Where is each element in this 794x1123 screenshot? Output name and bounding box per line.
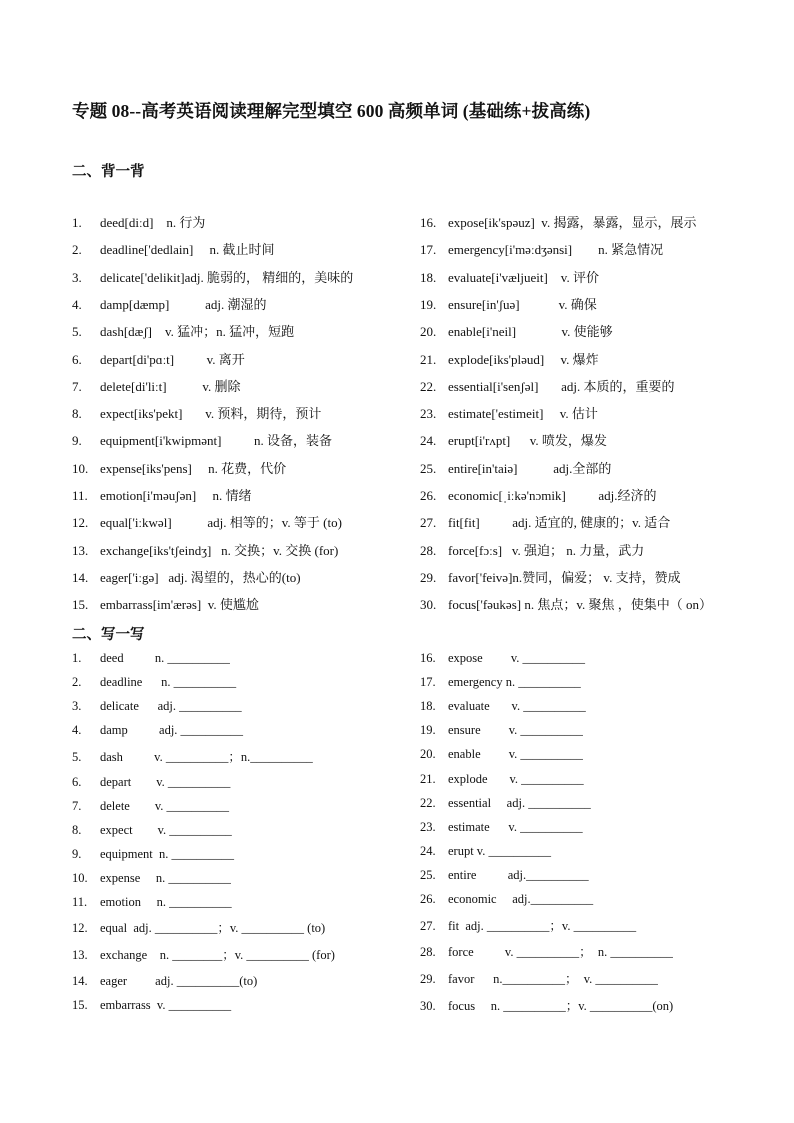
- item-number: 25.: [420, 460, 437, 476]
- item-text: emotion n. __________: [100, 895, 232, 909]
- item-number: 21.: [420, 772, 436, 786]
- item-text: deadline n. __________: [100, 675, 237, 689]
- item-text: delicate['delikit]adj. 脆弱的， 精细的，美味的: [100, 269, 354, 285]
- item-text: dash v. __________；n.__________: [100, 750, 313, 764]
- item-number: 3.: [72, 699, 82, 713]
- item-number: 16.: [420, 215, 437, 230]
- item-text: delete[di'liːt] v. 删除: [100, 378, 241, 394]
- item-text: delicate adj. __________: [100, 699, 242, 713]
- item-text: equal['iːkwəl] adj. 相等的；v. 等于 (to): [100, 515, 342, 531]
- item-text: focus['fəukəs] n. 焦点；v. 聚焦 ，使集中（ on）: [448, 597, 712, 613]
- item-number: 7.: [72, 799, 82, 813]
- item-number: 18.: [420, 269, 437, 285]
- item-text: ensure[in'ʃuə] v. 确保: [448, 296, 597, 312]
- item-text: fit adj. __________；v. __________: [448, 919, 637, 933]
- section-heading-recite: 二、背一背: [72, 164, 145, 180]
- item-number: 12.: [72, 515, 89, 531]
- item-text: fit[fit] adj. 适宜的, 健康的；v. 适合: [448, 515, 671, 531]
- item-text: expect v. __________: [100, 823, 232, 837]
- item-text: damp[dæmp] adj. 潮湿的: [100, 296, 267, 312]
- item-number: 9.: [72, 433, 82, 449]
- item-number: 4.: [72, 296, 82, 312]
- item-text: economic[ˌiːkə'nɔmik] adj.经济的: [448, 488, 657, 503]
- item-text: economic adj.__________: [448, 892, 594, 906]
- item-number: 11.: [72, 488, 88, 503]
- item-text: equipment n. __________: [100, 847, 235, 861]
- item-number: 10.: [72, 460, 89, 476]
- item-number: 17.: [420, 242, 437, 258]
- item-number: 28.: [420, 542, 437, 558]
- item-number: 24.: [420, 433, 437, 449]
- item-text: enable v. __________: [448, 747, 583, 761]
- item-number: 17.: [420, 675, 436, 689]
- item-number: 26.: [420, 488, 437, 503]
- item-text: damp adj. __________: [100, 723, 244, 737]
- item-number: 30.: [420, 597, 437, 613]
- item-text: essential adj. __________: [448, 796, 591, 810]
- item-number: 20.: [420, 747, 436, 761]
- item-number: 9.: [72, 847, 82, 861]
- item-number: 6.: [72, 775, 82, 789]
- item-text: essential[i'senʃəl] adj. 本质的，重要的: [448, 378, 675, 394]
- item-text: eager adj. __________(to): [100, 974, 258, 988]
- item-text: eager['iːgə] adj. 渴望的，热心的(to): [100, 569, 301, 585]
- item-number: 18.: [420, 699, 436, 713]
- item-number: 26.: [420, 892, 436, 906]
- item-text: enable[i'neil] v. 使能够: [448, 324, 613, 340]
- item-number: 13.: [72, 542, 89, 558]
- item-number: 29.: [420, 569, 437, 585]
- item-number: 8.: [72, 823, 82, 837]
- item-number: 7.: [72, 378, 82, 394]
- item-text: entire adj.__________: [448, 868, 589, 882]
- item-text: depart v. __________: [100, 775, 231, 789]
- item-number: 25.: [420, 868, 436, 882]
- page-title: 专题 08--高考英语阅读理解完型填空 600 高频单词 (基础练+拔高练): [72, 101, 591, 121]
- item-number: 3.: [72, 269, 82, 285]
- item-number: 2.: [72, 242, 82, 258]
- section-heading-write: 二、写一写: [72, 627, 145, 643]
- item-text: erupt v. __________: [448, 844, 551, 858]
- item-number: 19.: [420, 296, 437, 312]
- item-number: 11.: [72, 895, 88, 909]
- item-number: 6.: [72, 351, 82, 367]
- item-number: 14.: [72, 974, 88, 988]
- item-number: 15.: [72, 597, 89, 613]
- item-text: expense n. __________: [100, 871, 231, 885]
- item-text: deadline['dedlain] n. 截止时间: [100, 242, 275, 258]
- item-number: 14.: [72, 569, 89, 585]
- item-text: estimate v. __________: [448, 820, 583, 834]
- item-number: 5.: [72, 750, 82, 764]
- item-number: 22.: [420, 378, 437, 394]
- item-number: 1.: [72, 215, 82, 230]
- item-text: expense[iks'pens] n. 花费，代价: [100, 460, 287, 476]
- item-number: 21.: [420, 351, 437, 367]
- item-text: embarrass[im'ærəs] v. 使尴尬: [100, 597, 259, 613]
- item-text: exchange n. ________；v. __________ (for): [100, 948, 335, 962]
- item-text: focus n. __________；v. __________(on): [448, 999, 674, 1013]
- item-text: delete v. __________: [100, 799, 230, 813]
- item-text: estimate['estimeit] v. 估计: [448, 406, 598, 422]
- item-number: 19.: [420, 723, 436, 737]
- item-text: equipment[i'kwipmənt] n. 设备，装备: [100, 433, 332, 449]
- item-number: 28.: [420, 945, 436, 959]
- item-text: depart[di'pɑːt] v. 离开: [100, 351, 245, 367]
- item-text: exchange[iks'tʃeindʒ] n. 交换；v. 交换 (for): [100, 542, 339, 558]
- item-number: 13.: [72, 948, 88, 962]
- item-text: favor['feivə]n.赞同，偏爱； v. 支持，赞成: [448, 569, 681, 585]
- item-number: 30.: [420, 999, 436, 1013]
- item-number: 10.: [72, 871, 88, 885]
- item-text: expose v. __________: [448, 651, 586, 665]
- item-number: 24.: [420, 844, 436, 858]
- item-number: 23.: [420, 820, 436, 834]
- item-number: 20.: [420, 324, 437, 340]
- item-text: deed n. __________: [100, 651, 230, 665]
- item-number: 5.: [72, 324, 82, 340]
- item-text: entire[in'taiə] adj.全部的: [448, 460, 612, 476]
- item-number: 1.: [72, 651, 82, 665]
- item-number: 8.: [72, 406, 82, 422]
- item-text: explode[iks'pləud] v. 爆炸: [448, 351, 599, 367]
- item-number: 2.: [72, 675, 82, 689]
- item-number: 22.: [420, 796, 436, 810]
- item-text: explode v. __________: [448, 772, 584, 786]
- item-text: emotion[i'məuʃən] n. 情绪: [100, 488, 252, 503]
- item-text: force[fɔːs] v. 强迫； n. 力量，武力: [448, 542, 645, 558]
- item-text: favor n.__________； v. __________: [448, 972, 658, 986]
- item-text: ensure v. __________: [448, 723, 583, 737]
- item-text: emergency[i'məːdʒənsi] n. 紧急情况: [448, 242, 664, 258]
- item-text: equal adj. __________；v. __________ (to): [100, 921, 326, 935]
- item-text: emergency n. __________: [448, 675, 581, 689]
- item-text: dash[dæʃ] v. 猛冲；n. 猛冲，短跑: [100, 324, 295, 340]
- item-number: 12.: [72, 921, 88, 935]
- item-text: expose[ik'spəuz] v. 揭露，暴露，显示，展示: [448, 215, 697, 230]
- item-number: 23.: [420, 406, 437, 422]
- item-text: expect[iks'pekt] v. 预料，期待，预计: [100, 406, 322, 422]
- item-text: deed[diːd] n. 行为: [100, 215, 206, 230]
- item-text: embarrass v. __________: [100, 998, 232, 1012]
- item-text: evaluate v. __________: [448, 699, 586, 713]
- item-number: 15.: [72, 998, 88, 1012]
- item-number: 27.: [420, 515, 437, 531]
- item-number: 27.: [420, 919, 436, 933]
- item-text: evaluate[i'væljueit] v. 评价: [448, 269, 599, 285]
- item-number: 4.: [72, 723, 82, 737]
- item-text: erupt[i'rʌpt] v. 喷发，爆发: [448, 433, 607, 449]
- item-text: force v. __________； n. __________: [448, 945, 673, 959]
- item-number: 16.: [420, 651, 436, 665]
- item-number: 29.: [420, 972, 436, 986]
